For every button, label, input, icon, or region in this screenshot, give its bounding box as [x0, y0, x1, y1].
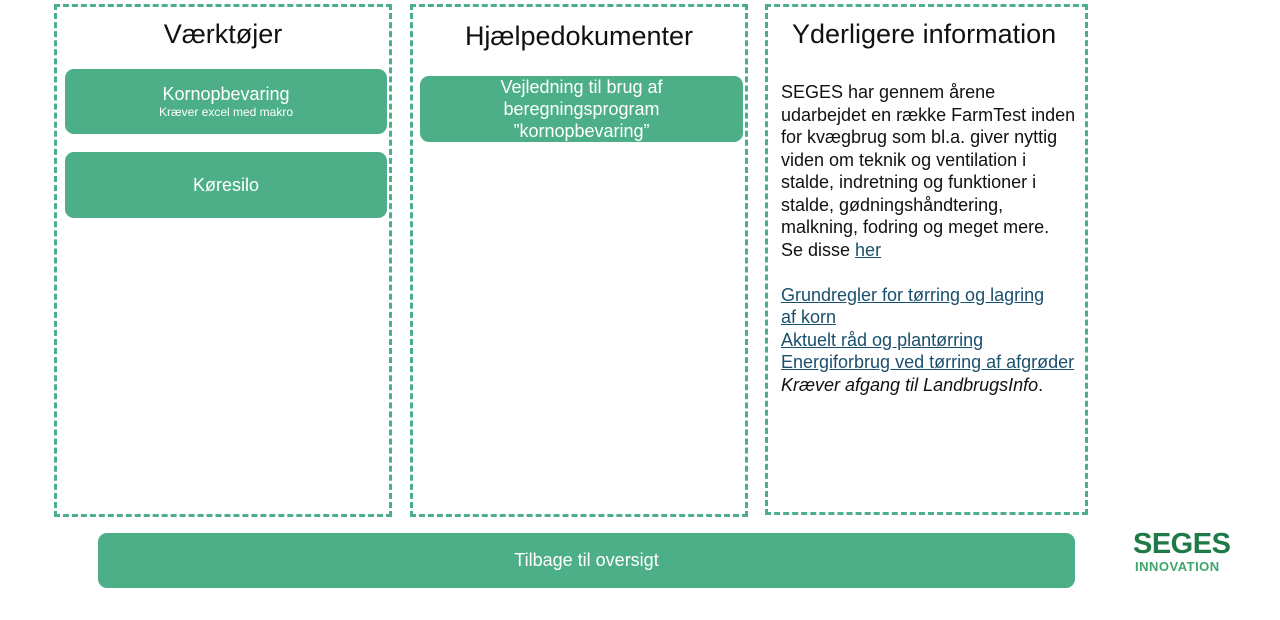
link-energi-wrap [781, 351, 1091, 374]
spacer [781, 261, 1091, 284]
docs-heading: Hjælpedokumenter [464, 21, 694, 51]
info-paragraph-line: stalde, indretning og funktioner i [781, 172, 1037, 192]
vejledning-line-2: beregningsprogram [503, 99, 660, 119]
link-aktuelt-wrap [781, 329, 1091, 352]
access-note-period: . [1038, 374, 1044, 395]
her-link[interactable]: her [855, 239, 882, 260]
se-disse-line [781, 239, 1091, 262]
koresilo-button[interactable] [65, 152, 387, 218]
info-panel [765, 4, 1088, 515]
logo-wordmark: SEGES [1133, 528, 1231, 560]
energiforbrug-link[interactable]: Energiforbrug ved tørring af afgrøder [781, 352, 1075, 372]
grundregler-link[interactable]: Grundregler for tørring og lagring [781, 284, 1045, 305]
docs-panel [410, 4, 748, 517]
koresilo-label: Køresilo [192, 174, 259, 195]
grundregler-link-cont[interactable]: af korn [781, 307, 837, 327]
info-paragraph-line: stalde, gødningshåndtering, [781, 194, 1004, 215]
vejledning-button[interactable] [420, 76, 743, 142]
vejledning-line-1: Vejledning til brug af [500, 77, 663, 97]
info-paragraph-line: for kvægbrug som bl.a. giver nyttig [781, 127, 1058, 147]
kornopbevaring-sublabel: Kræver excel med makro [158, 105, 294, 119]
back-to-overview-button[interactable] [98, 533, 1075, 588]
info-body [781, 81, 1091, 396]
info-paragraph-line: malkning, fodring og meget mere. [781, 217, 1050, 237]
info-paragraph-line: viden om teknik og ventilation i [781, 149, 1027, 170]
logo-subtitle: INNOVATION [1135, 559, 1220, 574]
access-note [781, 374, 1091, 397]
link-grundregler-wrap [781, 284, 1091, 307]
kornopbevaring-button[interactable] [65, 69, 387, 134]
se-disse-text: Se disse [781, 239, 856, 260]
vejledning-line-3: ”kornopbevaring” [513, 121, 650, 141]
aktuelt-raad-link[interactable]: Aktuelt råd og plantørring [781, 329, 984, 350]
kornopbevaring-label: Kornopbevaring [162, 84, 290, 104]
info-paragraph-line: SEGES har gennem årene [781, 82, 996, 102]
info-paragraph-line: udarbejdet en række FarmTest inden [781, 104, 1076, 125]
access-note-text: Kræver afgang til LandbrugsInfo [781, 374, 1039, 395]
back-to-overview-label: Tilbage til oversigt [514, 550, 659, 570]
tools-heading: Værktøjer [163, 19, 283, 49]
link-grundregler-wrap-2 [781, 306, 1091, 329]
seges-logo [1133, 530, 1233, 573]
tools-panel [54, 4, 392, 517]
info-heading: Yderligere information [792, 19, 1057, 49]
